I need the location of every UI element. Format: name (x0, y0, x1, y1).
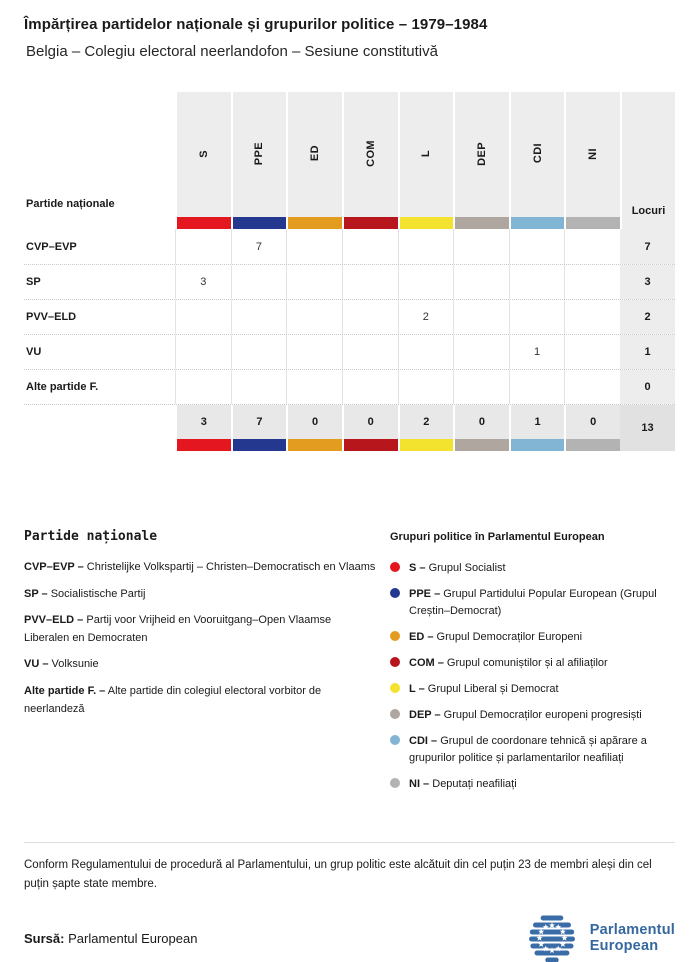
group-color-bar (288, 217, 342, 229)
legend-party-item: VU – Volksunie (24, 658, 99, 671)
table-row (24, 229, 675, 264)
legend-party-item: Alte partide F. – Alte partide din colegiul electoral vorbitor de neerlandeză (24, 684, 322, 715)
table-row (24, 369, 675, 404)
seat-cell (453, 265, 509, 299)
seat-cell (398, 229, 454, 264)
col-header-ppe (231, 92, 287, 229)
col-header-dep (453, 92, 509, 229)
legends (24, 529, 675, 802)
seat-cell (286, 229, 342, 264)
seat-cell (342, 335, 398, 369)
seat-cell (564, 300, 620, 334)
group-color-dot (390, 631, 400, 641)
footer (24, 914, 675, 962)
seat-cell (286, 370, 342, 404)
footer-divider (24, 842, 675, 843)
group-color-bar (233, 217, 287, 229)
total-cell: 0 (286, 405, 342, 451)
seat-cell (509, 300, 565, 334)
group-color-bar (566, 439, 620, 451)
group-color-bar (566, 217, 620, 229)
ep-logo-icon (524, 914, 580, 962)
row-group-header: Partide naționale (26, 198, 115, 211)
grand-total-cell: 13 (620, 405, 675, 451)
seat-cell: 7 (231, 229, 287, 264)
seat-cell (509, 229, 565, 264)
group-color-bar (344, 439, 398, 451)
group-color-bar (455, 217, 509, 229)
seat-cell (175, 229, 231, 264)
seat-cell (509, 370, 565, 404)
group-color-bar (400, 439, 454, 451)
legend-group-item: COM – Grupul comuniștilor și al afiliaților (390, 655, 675, 672)
table-row (24, 334, 675, 369)
party-name: PVV–ELD (26, 311, 77, 323)
group-color-bar (177, 217, 231, 229)
seat-cell (231, 335, 287, 369)
party-name: VU (26, 346, 42, 358)
col-header-label: CDI (531, 143, 544, 164)
seat-cell (231, 265, 287, 299)
seat-cell (175, 370, 231, 404)
total-cell: 2 (398, 405, 454, 451)
group-color-bar (511, 217, 565, 229)
seat-cell (564, 265, 620, 299)
seat-cell (231, 300, 287, 334)
col-header-label: L (420, 149, 433, 158)
legend-party-item: SP – Socialistische Partij (24, 587, 146, 600)
group-color-bar (400, 217, 454, 229)
seats-total-cell: 0 (620, 370, 675, 404)
page-subtitle: Belgia – Colegiu electoral neerlandofon – Sesiune constitutivă (26, 43, 438, 60)
legend-national-parties (24, 529, 376, 802)
col-header-label: S (197, 149, 210, 158)
legend-group-item: NI – Deputați neafiliați (390, 776, 675, 793)
seat-cell (175, 335, 231, 369)
seats-total-cell: 2 (620, 300, 675, 334)
group-color-dot (390, 588, 400, 598)
seat-cell (286, 265, 342, 299)
table-row (24, 299, 675, 334)
seat-cell (175, 300, 231, 334)
seat-cell (231, 370, 287, 404)
party-name: CVP–EVP (26, 240, 77, 253)
total-cell: 1 (509, 405, 565, 451)
group-color-bar (511, 439, 565, 451)
seat-cell (342, 229, 398, 264)
seat-cell (564, 335, 620, 369)
legend-group-item: ED – Grupul Democraților Europeni (390, 629, 675, 646)
party-name: Alte partide F. (26, 381, 99, 393)
totals-label-cell (24, 405, 175, 451)
col-header-ed (286, 92, 342, 229)
footnote: Conform Regulamentului de procedură al Parlamentului, un grup politic este alcătuit din cel puțin 23 de membri aleși din cel puțin șapte state membre. (24, 859, 652, 891)
seat-cell: 1 (509, 335, 565, 369)
seat-cell (286, 300, 342, 334)
seats-column-header: Locuri (620, 92, 675, 229)
group-color-dot (390, 683, 400, 693)
seat-cell (453, 300, 509, 334)
group-color-dot (390, 562, 400, 572)
col-header-ni (564, 92, 620, 229)
total-cell: 0 (342, 405, 398, 451)
col-header-s (175, 92, 231, 229)
seats-total-cell: 1 (620, 335, 675, 369)
col-header-label: ED (309, 145, 322, 162)
page-title: Împărțirea partidelor naționale și grupurilor politice – 1979–1984 (24, 16, 488, 33)
legend-parties-title: Partide naționale (24, 529, 158, 544)
seat-cell (398, 335, 454, 369)
col-header-label: COM (364, 140, 377, 167)
seat-cell (342, 370, 398, 404)
seats-table (24, 92, 675, 451)
col-header-com (342, 92, 398, 229)
legend-group-item: DEP – Grupul Democraților europeni progresiști (390, 707, 675, 724)
totals-row (24, 404, 675, 451)
seat-cell (286, 335, 342, 369)
group-color-bar (455, 439, 509, 451)
group-color-dot (390, 735, 400, 745)
seats-total-cell: 7 (620, 229, 675, 264)
total-cell: 0 (564, 405, 620, 451)
seat-cell (453, 335, 509, 369)
seat-cell (509, 265, 565, 299)
source-line: Sursă: Parlamentul European (24, 930, 198, 946)
col-header-label: DEP (475, 141, 488, 166)
total-cell: 7 (231, 405, 287, 451)
table-header-row (24, 92, 675, 229)
seat-cell: 2 (398, 300, 454, 334)
ep-logo-wordmark: Parlamentul European (589, 921, 675, 955)
seat-cell (342, 265, 398, 299)
table-row (24, 264, 675, 299)
legend-group-item: L – Grupul Liberal și Democrat (390, 681, 675, 698)
ep-logo (524, 914, 675, 962)
seat-cell (342, 300, 398, 334)
group-color-bar (177, 439, 231, 451)
group-color-bar (233, 439, 287, 451)
legend-group-item: PPE – Grupul Partidului Popular European (Grupul Creștin–Democrat) (390, 586, 675, 620)
legend-party-item: CVP–EVP – Christelijke Volkspartij – Christen–Democratisch en Vlaams (24, 561, 376, 573)
legend-party-item: PVV–ELD – Partij voor Vrijheid en Vooruitgang–Open Vlaamse Liberalen en Democraten (24, 614, 332, 644)
legend-groups-title: Grupuri politice în Parlamentul European (390, 531, 605, 543)
seat-cell (564, 229, 620, 264)
legend-political-groups (390, 529, 675, 802)
total-cell: 0 (453, 405, 509, 451)
legend-group-item: S – Grupul Socialist (390, 560, 675, 577)
seat-cell (398, 265, 454, 299)
party-name: SP (26, 276, 41, 288)
group-color-bar (288, 439, 342, 451)
seat-cell: 3 (175, 265, 231, 299)
seat-cell (453, 370, 509, 404)
col-header-label: NI (587, 147, 600, 160)
group-color-dot (390, 778, 400, 788)
col-header-l (398, 92, 454, 229)
col-header-label: PPE (253, 141, 266, 166)
group-color-dot (390, 657, 400, 667)
group-color-dot (390, 709, 400, 719)
seats-total-cell: 3 (620, 265, 675, 299)
seat-cell (453, 229, 509, 264)
total-cell: 3 (175, 405, 231, 451)
col-header-cdi (509, 92, 565, 229)
seat-cell (564, 370, 620, 404)
legend-group-item: CDI – Grupul de coordonare tehnică și apărare a grupurilor politice și parlamentarilor neafiliați (390, 733, 675, 767)
group-color-bar (344, 217, 398, 229)
seat-cell (398, 370, 454, 404)
